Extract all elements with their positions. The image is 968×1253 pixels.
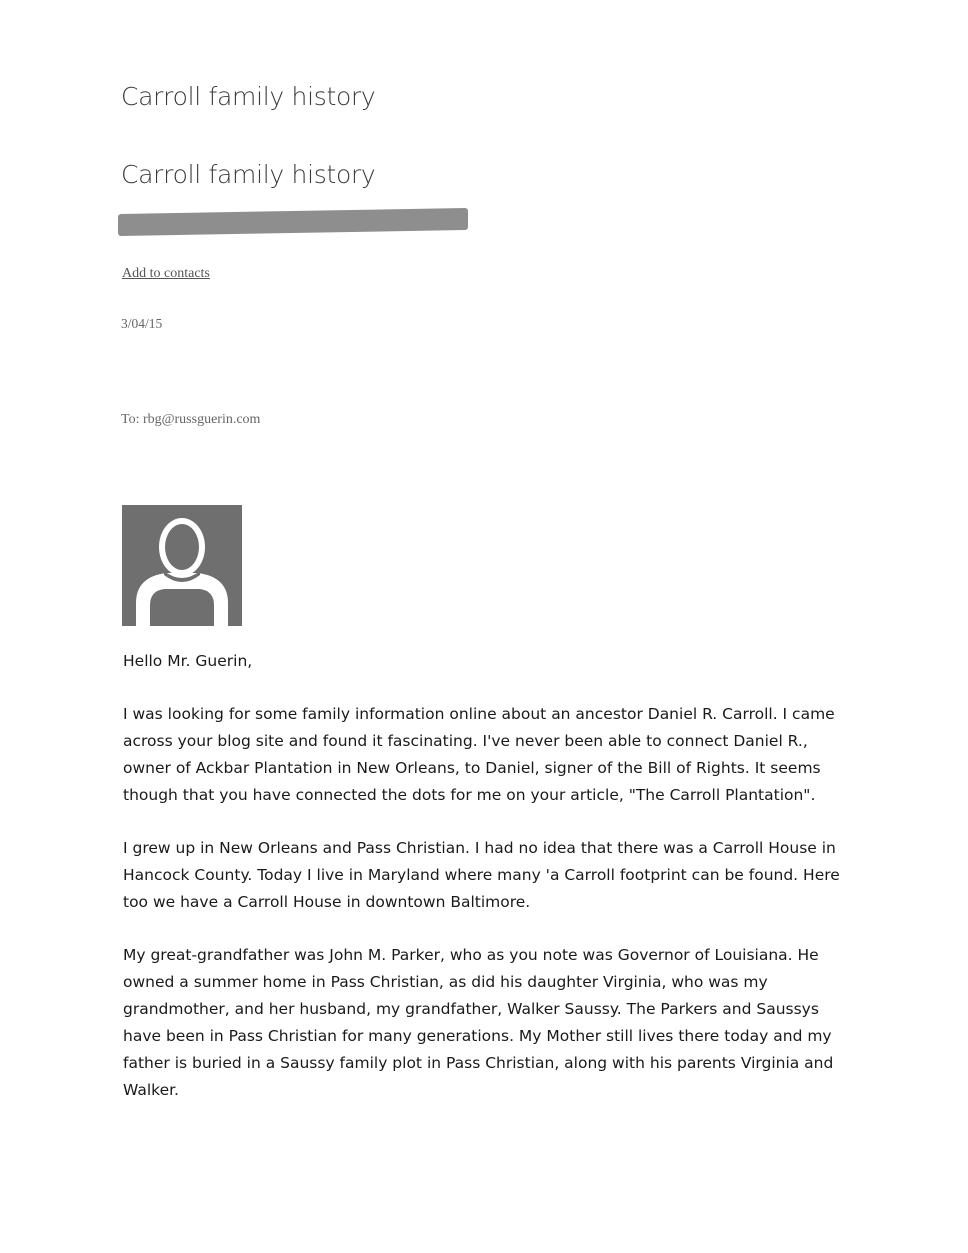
message-greeting: Hello Mr. Guerin, [123, 652, 253, 670]
sender-name-redacted [118, 208, 468, 236]
message-paragraph: I was looking for some family information online about an ancestor Daniel R. Carroll. I came across your blog site and found it fascinating. I've never been able to connect Daniel R., owner of Ackbar Plantation in New Orleans, to Daniel, signer of the Bill of Rights. It seems though that you have connected the dots for me on your article, "The Carroll Plantation". [123, 705, 835, 804]
message-body [123, 648, 843, 1130]
recipient-line: To: rbg@russguerin.com [121, 412, 261, 427]
message-paragraph: I grew up in New Orleans and Pass Christian. I had no idea that there was a Carroll House in Hancock County. Today I live in Maryland where many 'a Carroll footprint can be found. Here too we have a Carroll House in downtown Baltimore. [123, 839, 840, 911]
avatar [122, 505, 242, 626]
email-subject: Carroll family history [121, 160, 376, 189]
user-silhouette-icon [122, 505, 242, 626]
add-to-contacts-link[interactable]: Add to contacts [122, 266, 210, 281]
email-date: 3/04/15 [121, 316, 163, 331]
page-title: Carroll family history [121, 82, 376, 111]
message-paragraph: My great-grandfather was John M. Parker, who as you note was Governor of Louisiana. He owned a summer home in Pass Christian, as did his daughter Virginia, who was my grandmother, and her husband, my grandfather, Walker Saussy. The Parkers and Saussys have been in Pass Christian for many generations. My Mother still lives there today and my father is buried in a Saussy family plot in Pass Christian, along with his parents Virginia and Walker. [123, 946, 834, 1099]
